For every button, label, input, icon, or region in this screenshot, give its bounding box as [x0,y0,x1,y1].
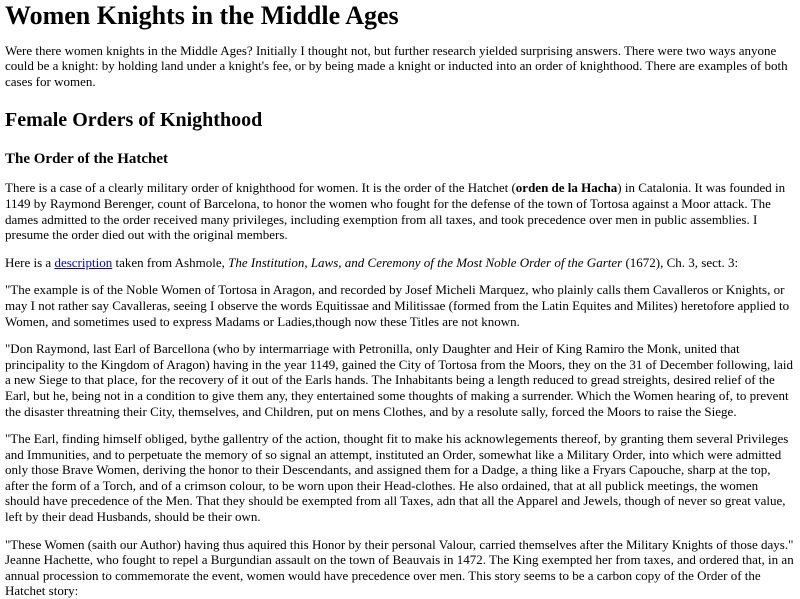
hatchet-text-pre: There is a case of a clearly military order of knighthood for women. It is the order of the Hatchet ( [5,180,516,196]
document-page [5,2,795,599]
section-heading-female-orders: Female Orders of Knighthood [5,109,263,132]
description-link[interactable]: description [54,254,113,270]
page-title: Women Knights in the Middle Ages [5,1,399,30]
source-paragraph [5,255,795,271]
hatchet-text-post: ) in Catalonia. It was founded in 1149 by Raymond Berenger, count of Barcelona, to honor the women who fought for the defense of the town of Tortosa against a Moor attack. The dames admitted to the order received many privileges, including exemption from all taxes, and took precedence over men in public assemblies. I presume the order died out with the original members. [5,180,786,243]
hatchet-bold-term: orden de la Hacha [515,180,618,196]
source-text-post: (1672), Ch. 3, sect. 3: [622,254,739,270]
book-title: The Institution, Laws, and Ceremony of the Most Noble Order of the Garter [228,254,623,270]
source-text-mid: taken from Ashmole, [112,254,229,270]
quote-paragraph-2: "Don Raymond, last Earl of Barcellona (who by intermarriage with Petronilla, only Daughter and Heir of King Ramiro the Monk, united that principality to the Kingdom of Aragon) having in the year 1149, gained the City of Tortosa from the Moors, they on the 31 of December following, laid a new Siege to that place, for the recovery of it out of the Earls hands. The Inhabitants being a length reduced to gread streights, desired relief of the Earl, but he, being not in a condition to give them any, they entertained some thoughts of making a surrender. Which the Women hearing of, to prevent the disaster threatning their City, themselves, and Children, put on mens Clothes, and by a resolute sally, forced the Moors to raise the Siege. [5,341,793,419]
quote-paragraph-1: "The example is of the Noble Women of Tortosa in Aragon, and recorded by Josef Micheli Marquez, who plainly calls them Cavalleros or Knights, or may I not rather say Cavalleras, seeing I observe the words Equitissae and Militissae (formed from the Latin Equites and Milites) heretofore applied to Women, and sometimes used to express Madams or Ladies,though now these Titles are not known. [5,282,790,329]
intro-paragraph: Were there women knights in the Middle Ages? Initially I thought not, but further research yielded surprising answers. There were two ways anyone could be a knight: by holding land under a knight's fee, or by being made a knight or inducted into an order of knighthood. There are examples of both cases for women. [5,42,788,89]
hatchet-paragraph [5,180,795,242]
quote-paragraph-4: "These Women (saith our Author) having thus aquired this Honor by their personal Valour, carried themselves after the Military Knights of those days." Jeanne Hachette, who fought to repel a Burgundian assault on the town of Beauvais in 1472. The King exempted her from taxes, and ordered that, in an annual procession to commemorate the event, women would have precedence over men. This story seems to be a carbon copy of the Order of the Hatchet story: [5,536,794,599]
source-text-pre: Here is a [5,254,55,270]
subsection-heading-hatchet: The Order of the Hatchet [5,151,169,168]
quote-paragraph-3: "The Earl, finding himself obliged, bythe gallentry of the action, thought fit to make his acknowlegements thereof, by granting them several Privileges and Immunities, and to perpetuate the memory of so signal an attempt, instituted an Order, somewhat like a Military Order, into which were admitted only those Brave Women, deriving the honor to their Descendants, and assigned them for a Dadge, a thing like a Fryars Capouche, sharp at the top, after the form of a Torch, and of a crimson colour, to be worn upon their Head-clothes. He also ordained, that at all publick meetings, the women should have precedence of the Men. That they should be exempted from all Taxes, adn that all the Apparel and Jewels, though of never so great value, left by their dead Husbands, should be their own. [5,431,789,525]
